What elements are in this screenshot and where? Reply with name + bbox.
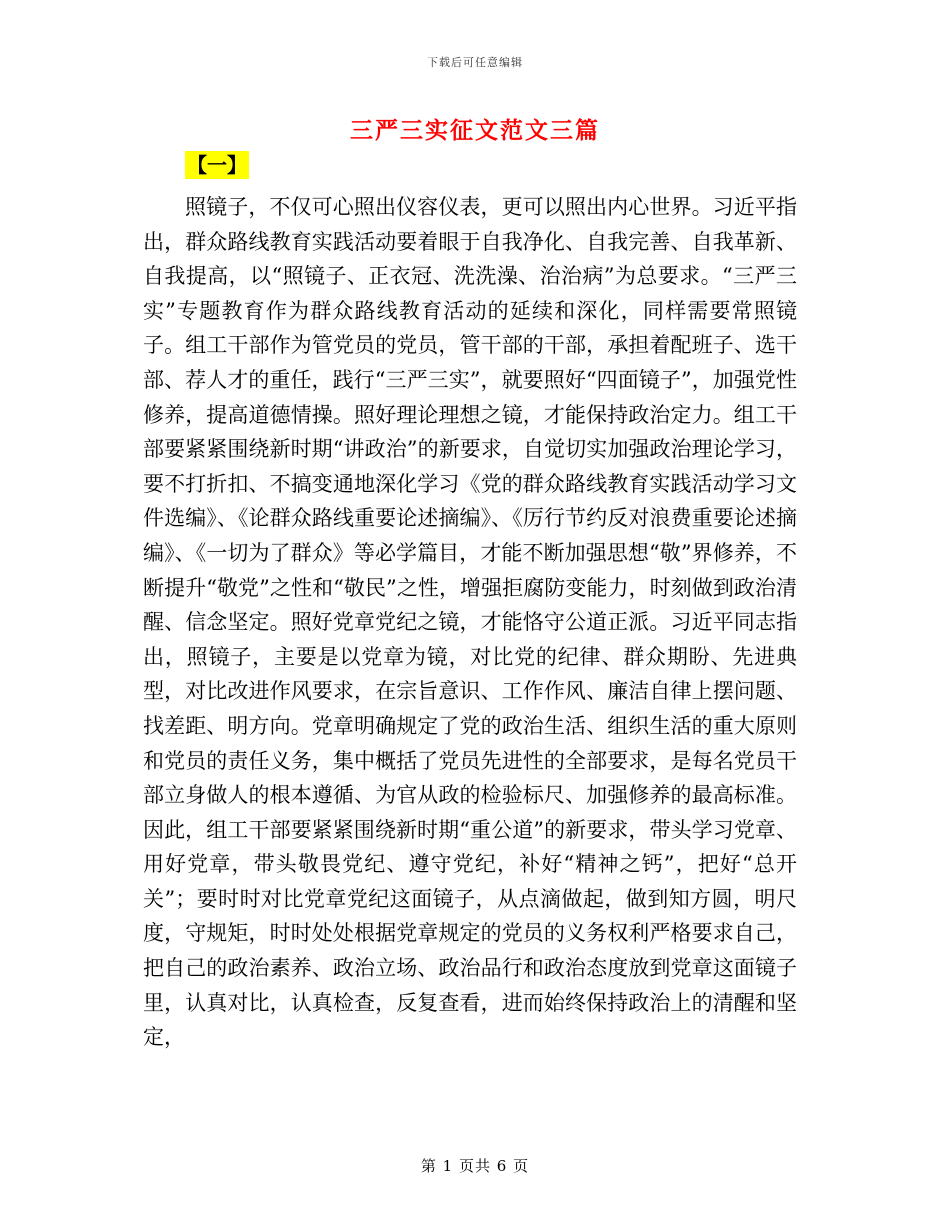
document-title: 三严三实征文范文三篇 <box>350 117 600 144</box>
header-note: 下载后可任意编辑 <box>427 56 523 69</box>
body-paragraph: 照镜子，不仅可心照出仪容仪表，更可以照出内心世界。习近平指出，群众路线教育实践活动要着眼于自我净化、自我完善、自我革新、自我提高，以“照镜子、正衣冠、洗洗澡、治治病”为总要求。“三严三实”专题教育作为群众路线教育活动的延续和深化，同样需要常照镜子。组工干部作为管党员的党员，管干部的干部，承担着配班子、选干部、荐人才的重任，践行“三严三实”，就要照好“四面镜子”，加强党性修养，提高道德情操。照好理论理想之镜，才能保持政治定力。组工干部要紧紧围绕新时期“讲政治”的新要求，自觉切实加强政治理论学习，要不打折扣、不搞变通地深化学习《党的群众路线教育实践活动学习文件选编》、《论群众路线重要论述摘编》、《厉行节约反对浪费重要论述摘编》、《一切为了群众》等必学篇目，才能不断加强思想“敬”界修养，不断提升“敬党”之性和“敬民”之性，增强拒腐防变能力，时刻做到政治清醒、信念坚定。照好党章党纪之镜，才能恪守公道正派。习近平同志指出，照镜子，主要是以党章为镜，对比党的纪律、群众期盼、先进典型，对比改进作风要求，在宗旨意识、工作作风、廉洁自律上摆问题、找差距、明方向。党章明确规定了党的政治生活、组织生活的重大原则和党员的责任义务，集中概括了党员先进性的全部要求，是每名党员干部立身做人的根本遵循、为官从政的检验标尺、加强修养的最高标准。因此，组工干部要紧紧围绕新时期“重公道”的新要求，带头学习党章、用好党章，带头敬畏党纪、遵守党纪，补好“精神之钙”，把好“总开关”；要时时对比党章党纪这面镜子，从点滴做起，做到知方圆，明尺度，守规矩，时时处处根据党章规定的党员的义务权利严格要求自己，把自己的政治素养、政治立场、政治品行和政治态度放到党章这面镜子里，认真对比，认真检查，反复查看，进而始终保持政治上的清醒和坚定， <box>143 195 797 1050</box>
section-marker: 【一】 <box>187 153 247 177</box>
page-footer: 第 1 页共 6 页 <box>420 1157 530 1175</box>
